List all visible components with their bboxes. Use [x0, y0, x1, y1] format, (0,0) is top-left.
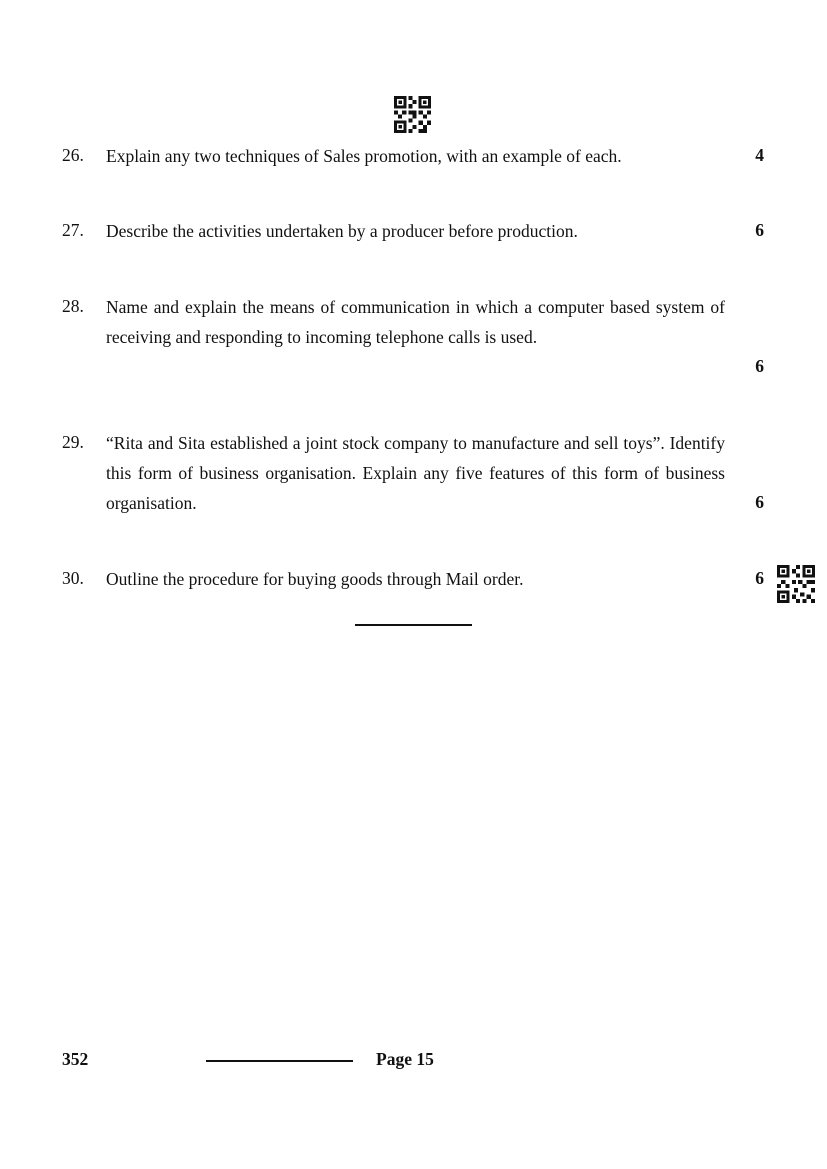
question-number: 29.	[62, 432, 84, 452]
qr-code-icon	[393, 96, 432, 133]
question-text: Name and explain the means of communication in which a computer based system of receiving and responding to incoming telephone calls is used.	[106, 297, 725, 347]
question-number: 30.	[62, 568, 84, 588]
question-number: 26.	[62, 145, 84, 165]
question-text: “Rita and Sita established a joint stock company to manufacture and sell toys”. Identify this form of business organisation. Explain any five features of this form of business organisation.	[106, 433, 725, 513]
question-marks: 6	[755, 568, 764, 588]
qr-code-icon	[776, 565, 816, 603]
question-number: 28.	[62, 296, 84, 316]
question-marks: 4	[755, 145, 764, 165]
question-text: Explain any two techniques of Sales promotion, with an example of each.	[106, 146, 622, 166]
question-marks: 6	[755, 356, 764, 376]
question-text: Describe the activities undertaken by a producer before production.	[106, 221, 578, 241]
footer-code: 352	[62, 1049, 89, 1069]
question-number: 27.	[62, 220, 84, 240]
question-marks: 6	[755, 220, 764, 240]
footer-page-number: Page 15	[376, 1049, 434, 1069]
question-marks: 6	[755, 492, 764, 512]
end-divider	[355, 624, 472, 626]
footer-divider	[206, 1060, 353, 1062]
question-text: Outline the procedure for buying goods through Mail order.	[106, 569, 524, 589]
